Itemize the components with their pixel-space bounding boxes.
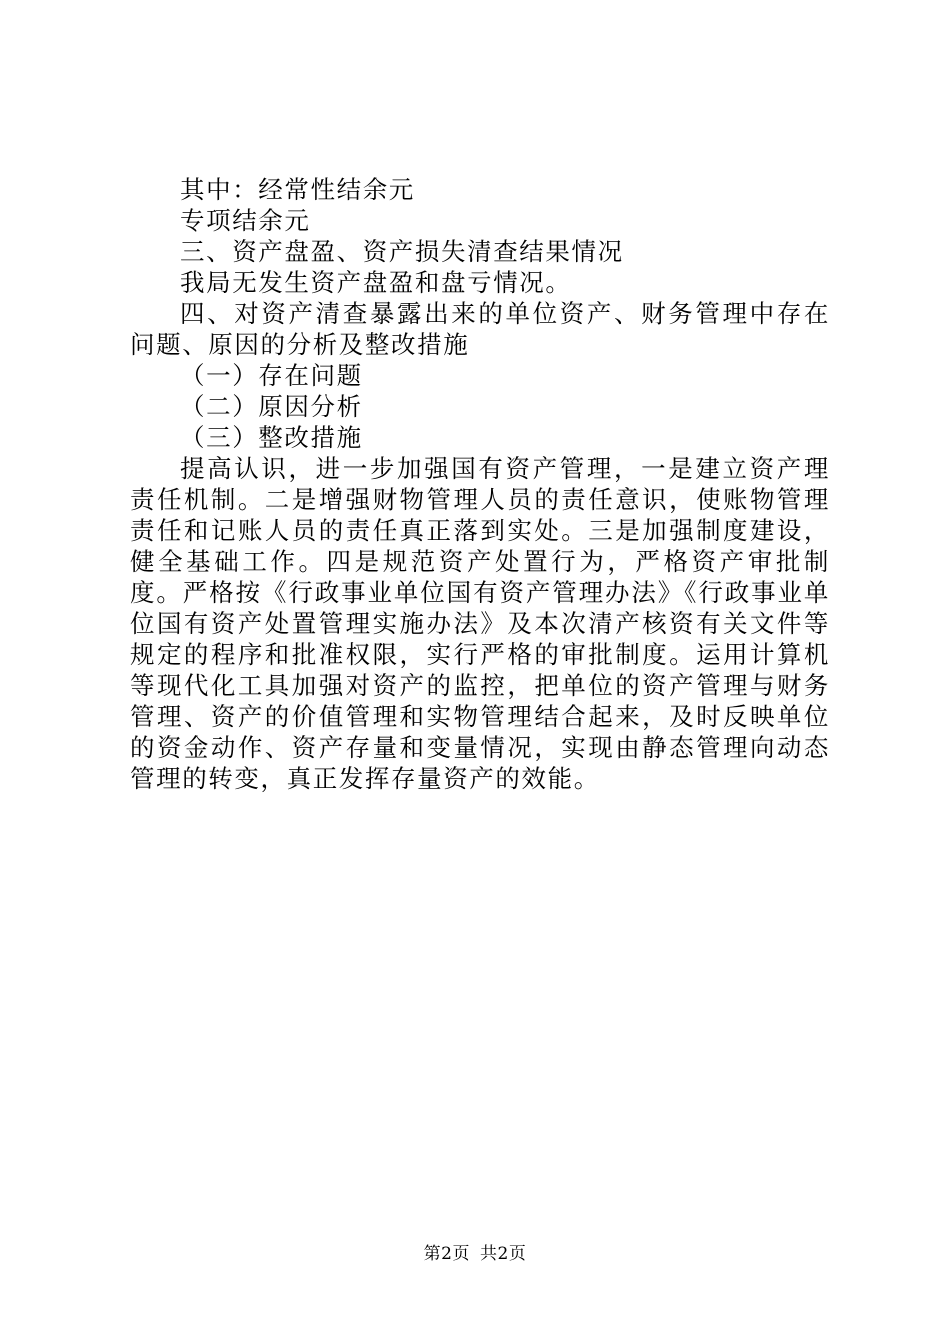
- paragraph-measures-detail: 提高认识，进一步加强国有资产管理，一是建立资产理责任机制。二是增强财物管理人员的责任意识，使账物管理责任和记账人员的责任真正落到实处。三是加强制度建设，健全基础工作。四是规范资产处置行为，严格资产审批制度。严格按《行政事业单位国有资产管理办法》《行政事业单位国有资产处置管理实施办法》及本次清产核资有关文件等规定的程序和批准权限，实行严格的审批制度。运用计算机等现代化工具加强对资产的监控，把单位的资产管理与财务管理、资产的价值管理和实物管理结合起来，及时反映单位的资金动作、资产存量和变量情况，实现由静态管理向动态管理的转变，真正发挥存量资产的效能。: [130, 454, 830, 793]
- page-number: 第2页: [423, 1244, 470, 1264]
- section-heading-asset-results: 三、资产盘盈、资产损失清查结果情况: [180, 237, 624, 266]
- subheading-cause-analysis: （二）原因分析: [180, 392, 363, 421]
- subheading-existing-problems: （一）存在问题: [180, 361, 363, 390]
- paragraph-special-surplus: 专项结余元: [180, 206, 311, 235]
- paragraph-regular-surplus: 其中：经常性结余元: [180, 175, 415, 204]
- section-heading-problems-analysis: 四、对资产清查暴露出来的单位资产、财务管理中存在问题、原因的分析及整改措施: [130, 299, 830, 359]
- subheading-rectification-measures: （三）整改措施: [180, 423, 363, 452]
- document-body: [130, 174, 830, 794]
- page-total: 共2页: [480, 1244, 527, 1264]
- paragraph-no-surplus-loss: 我局无发生资产盘盈和盘亏情况。: [180, 268, 572, 297]
- page-footer: [0, 1243, 950, 1265]
